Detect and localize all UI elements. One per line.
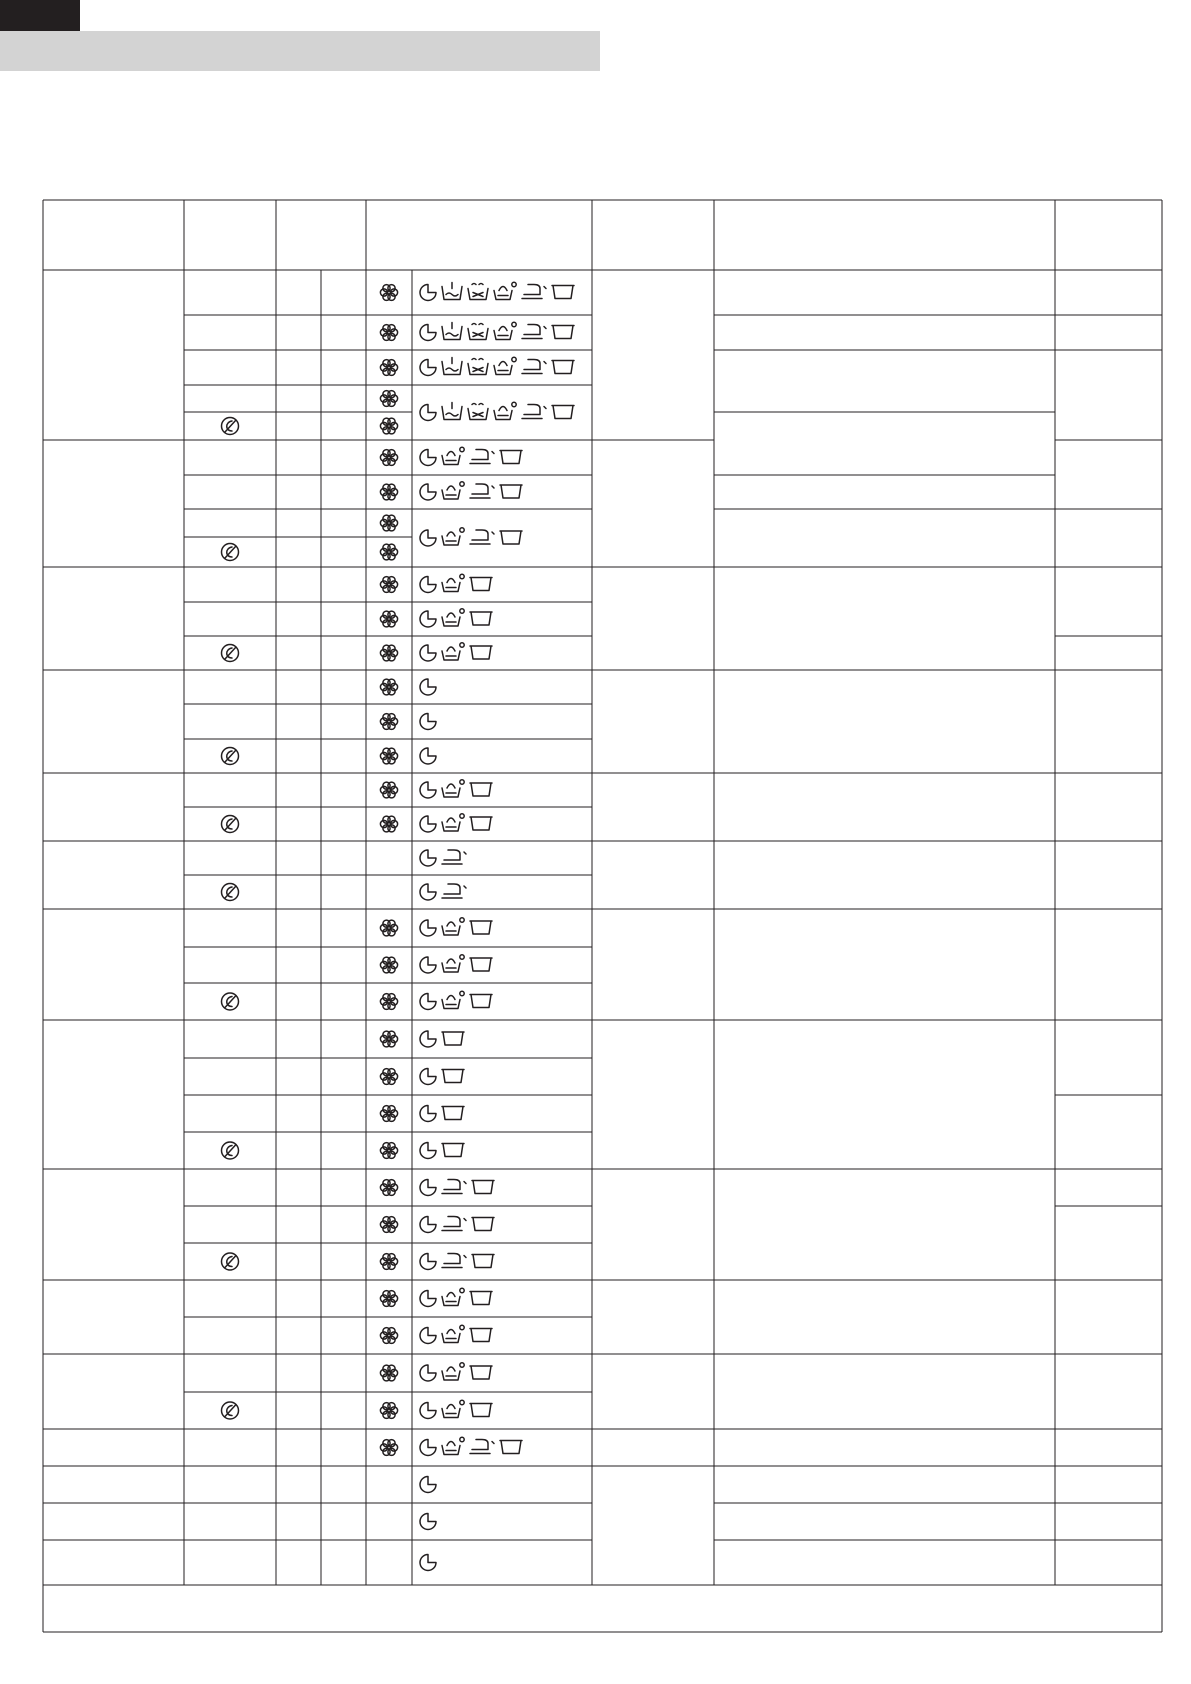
timer-icon [420,285,436,301]
fan-icon [380,782,397,798]
bowl-icon [500,1441,522,1454]
bowl-icon [442,1107,464,1120]
iron-icon [522,405,546,419]
iron-icon [522,325,546,339]
bowl-icon [470,1292,492,1305]
fan-icon [380,1365,397,1381]
fan-icon [380,957,397,973]
timer-icon [420,530,436,546]
bowl-icon [472,1255,494,1268]
fan-icon [380,1291,397,1307]
bowl-icon [470,783,492,796]
fan-icon [380,1106,397,1122]
auto-clean-icon [442,1437,464,1454]
steam-basin-icon [468,324,488,340]
steam-basin-icon [468,359,488,375]
auto-clean-icon [442,1288,464,1305]
bowl-icon [470,995,492,1008]
prewash-basin-icon [442,358,462,375]
timer-icon [420,1180,436,1196]
fan-icon [380,1328,397,1344]
no-fire-icon [222,884,239,901]
auto-clean-icon [442,482,464,499]
timer-icon [420,611,436,627]
prewash-basin-icon [442,403,462,420]
iron-icon [442,1180,466,1194]
bowl-icon [500,531,522,544]
timer-icon [420,645,436,661]
bowl-icon [552,286,574,299]
timer-icon [420,816,436,832]
iron-icon [442,884,466,898]
iron-icon [522,360,546,374]
no-fire-icon [222,1253,239,1270]
fan-icon [380,748,397,764]
auto-clean-icon [494,402,516,419]
timer-icon [420,748,436,764]
fan-icon [380,285,397,301]
iron-icon [442,1254,466,1268]
no-fire-icon [222,418,239,435]
auto-clean-icon [494,322,516,339]
auto-clean-icon [442,955,464,972]
timer-icon [420,1217,436,1233]
bowl-icon [470,646,492,659]
bowl-icon [472,1181,494,1194]
iron-icon [442,850,466,864]
timer-icon [420,1031,436,1047]
auto-clean-icon [442,528,464,545]
timer-icon [420,1069,436,1085]
bowl-icon [500,485,522,498]
auto-clean-icon [442,447,464,464]
no-fire-icon [222,993,239,1010]
table-grid-lines [43,200,1162,1632]
fan-icon [380,1217,397,1233]
fan-icon [380,360,397,376]
no-fire-icon [222,748,239,765]
timer-icon [420,360,436,376]
fan-icon [380,450,397,466]
fan-icon [380,325,397,341]
auto-clean-icon [494,357,516,374]
timer-icon [420,1365,436,1381]
fan-icon [380,679,397,695]
timer-icon [420,1555,436,1571]
iron-icon [470,530,494,544]
bowl-icon [470,1366,492,1379]
timer-icon [420,577,436,593]
bowl-icon [442,1032,464,1045]
fan-icon [380,544,397,560]
no-fire-icon [222,544,239,561]
timer-icon [420,325,436,341]
timer-icon [420,1403,436,1419]
bowl-icon [470,817,492,830]
bowl-icon [500,451,522,464]
fan-icon [380,994,397,1010]
fan-icon [380,484,397,500]
steam-basin-icon [468,284,488,300]
bowl-icon [470,921,492,934]
steam-basin-icon [468,404,488,420]
auto-clean-icon [494,282,516,299]
auto-clean-icon [442,1325,464,1342]
fan-icon [380,515,397,531]
timer-icon [420,1477,436,1493]
no-fire-icon [222,1142,239,1159]
auto-clean-icon [442,609,464,626]
auto-clean-icon [442,574,464,591]
bowl-icon [470,578,492,591]
timer-icon [420,405,436,421]
prewash-basin-icon [442,323,462,340]
bowl-icon [442,1144,464,1157]
iron-icon [470,484,494,498]
fan-icon [380,1143,397,1159]
fan-icon [380,645,397,661]
iron-icon [522,285,546,299]
no-fire-icon [222,645,239,662]
fan-icon [380,577,397,593]
fan-icon [380,1403,397,1419]
timer-icon [420,1440,436,1456]
iron-icon [442,1217,466,1231]
timer-icon [420,994,436,1010]
fan-icon [380,1069,397,1085]
fan-icon [380,391,397,407]
bowl-icon [552,361,574,374]
auto-clean-icon [442,1363,464,1380]
fan-icon [380,1031,397,1047]
fan-icon [380,1180,397,1196]
no-fire-icon [222,816,239,833]
timer-icon [420,714,436,730]
bowl-icon [442,1070,464,1083]
timer-icon [420,1291,436,1307]
auto-clean-icon [442,918,464,935]
iron-icon [470,450,494,464]
timer-icon [420,679,436,695]
timer-icon [420,850,436,866]
bowl-icon [470,612,492,625]
fan-icon [380,816,397,832]
timer-icon [420,884,436,900]
timer-icon [420,920,436,936]
timer-icon [420,1254,436,1270]
timer-icon [420,1143,436,1159]
prewash-basin-icon [442,283,462,300]
fan-icon [380,418,397,434]
timer-icon [420,484,436,500]
auto-clean-icon [442,643,464,660]
fan-icon [380,1440,397,1456]
bowl-icon [470,1329,492,1342]
timer-icon [420,1514,436,1530]
timer-icon [420,1328,436,1344]
timer-icon [420,1106,436,1122]
auto-clean-icon [442,991,464,1008]
bowl-icon [552,406,574,419]
timer-icon [420,782,436,798]
fan-icon [380,920,397,936]
auto-clean-icon [442,814,464,831]
auto-clean-icon [442,1400,464,1417]
iron-icon [470,1440,494,1454]
bowl-icon [470,958,492,971]
timer-icon [420,957,436,973]
fan-icon [380,714,397,730]
bowl-icon [472,1218,494,1231]
timer-icon [420,450,436,466]
no-fire-icon [222,1402,239,1419]
auto-clean-icon [442,780,464,797]
bowl-icon [552,326,574,339]
fan-icon [380,1254,397,1270]
fan-icon [380,611,397,627]
bowl-icon [470,1404,492,1417]
